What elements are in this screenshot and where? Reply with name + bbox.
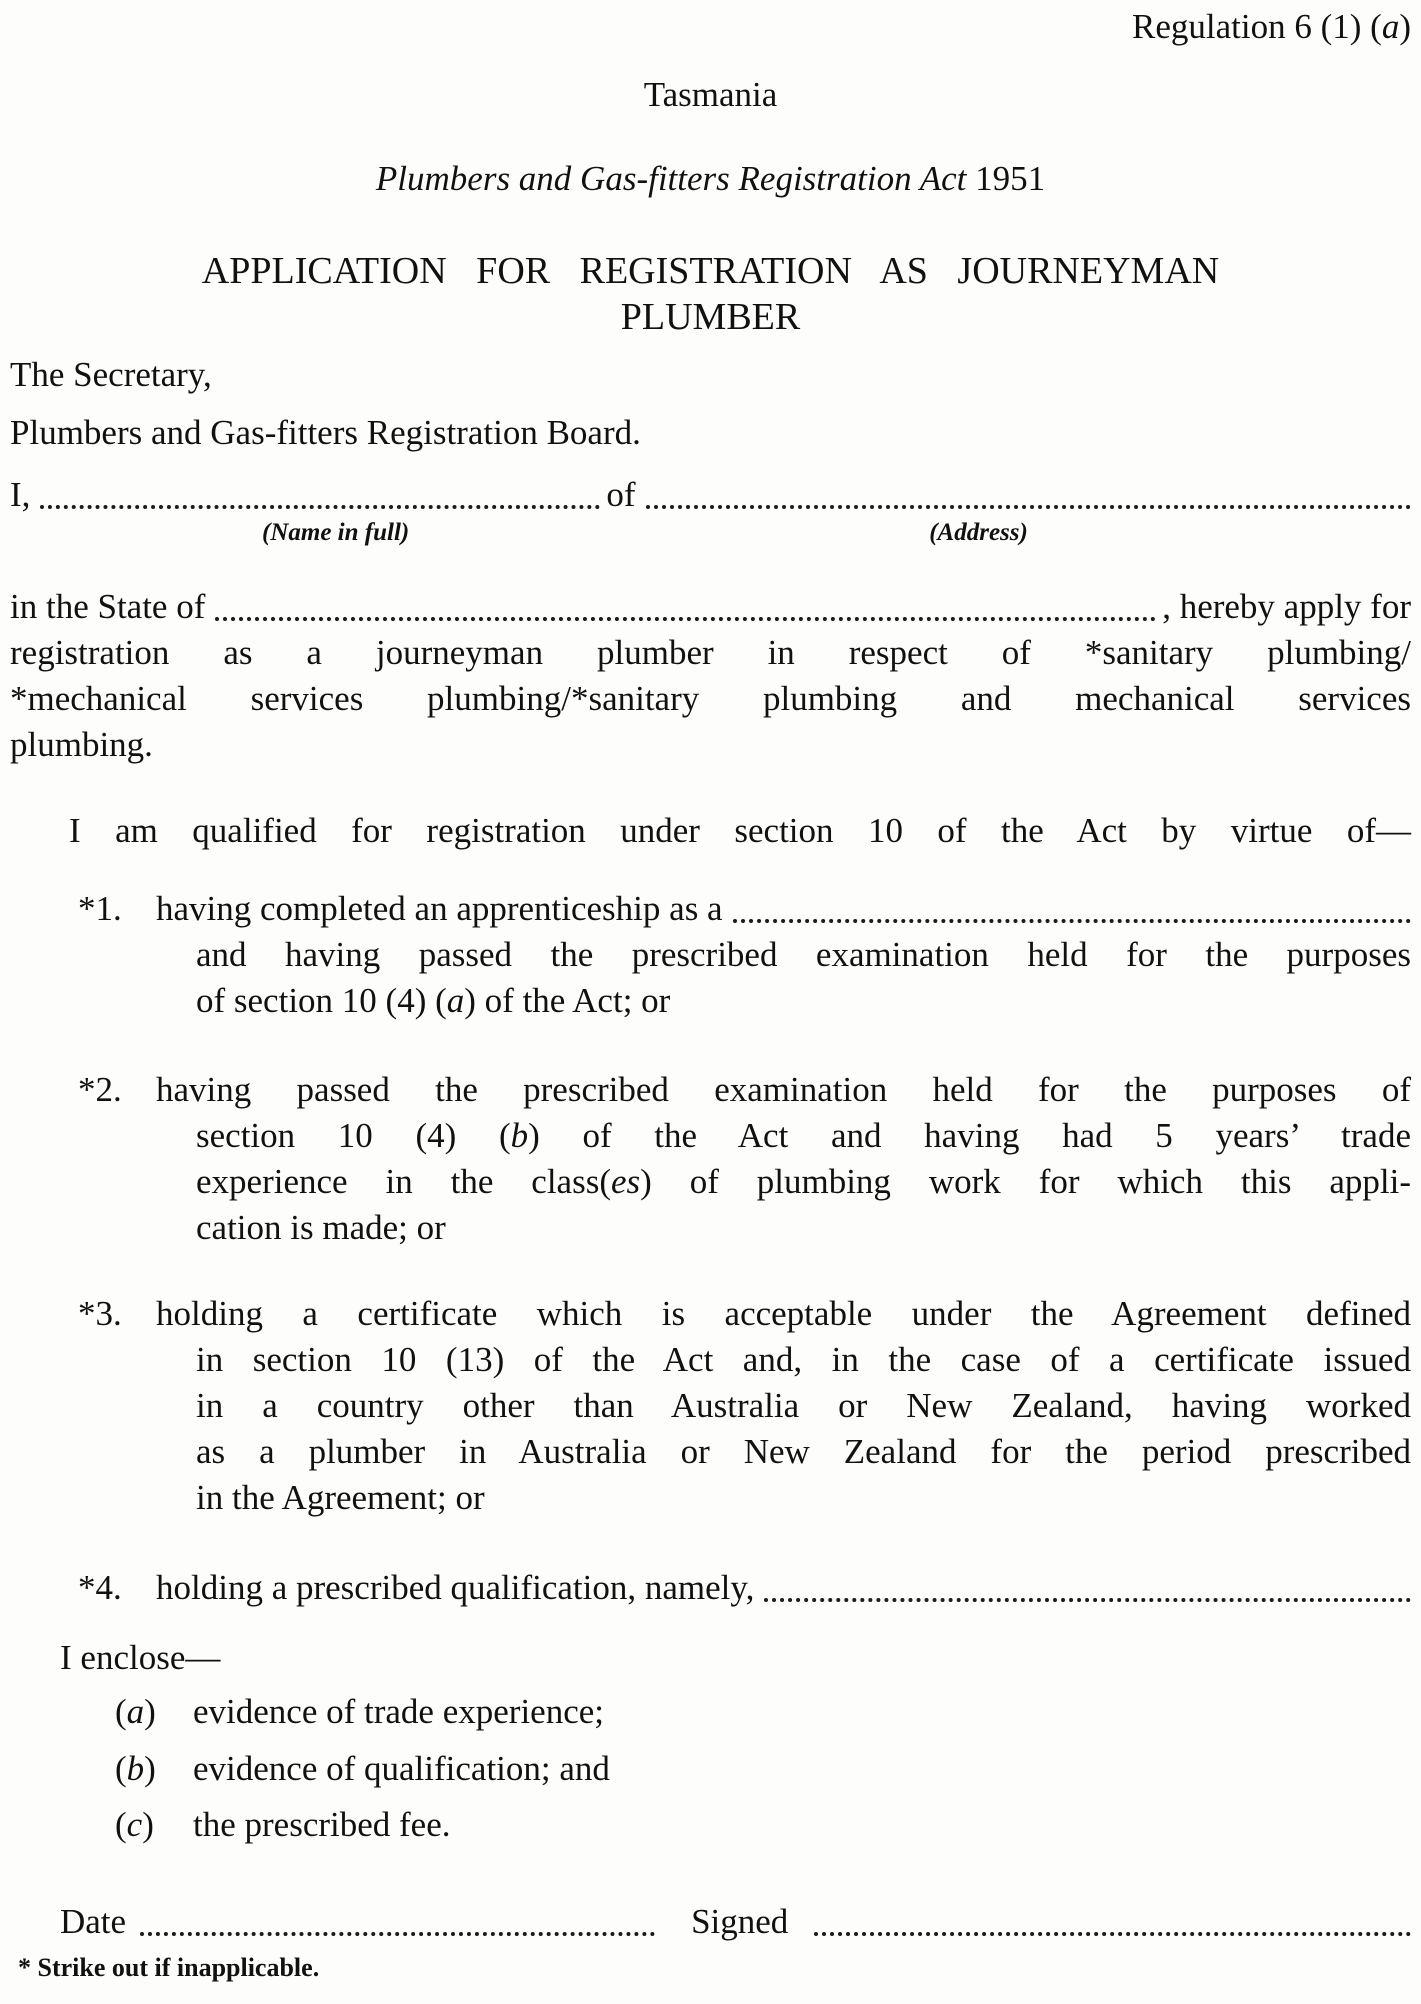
qualification-intro: I am qualified for registration under section 10 of the Act by virtue of— xyxy=(69,811,1411,850)
signature-row xyxy=(10,1899,1411,1945)
item-line: of section 10 (4) (a) of the Act; or xyxy=(196,981,671,1020)
i-label: I, xyxy=(10,475,31,514)
item-line: in the Agreement; or xyxy=(196,1478,485,1517)
state-line-prefix: in the State of xyxy=(10,587,206,626)
name-caption: (Name in full) xyxy=(262,519,410,546)
item-line xyxy=(156,886,1411,932)
signature-field-line[interactable] xyxy=(814,1932,1411,1936)
qualification-item-1 xyxy=(10,886,1411,1024)
enclosure-item-c xyxy=(10,1802,1411,1848)
enclosure-marker: (c) xyxy=(115,1805,154,1844)
field-captions xyxy=(10,518,1411,548)
item-marker: *4. xyxy=(78,1568,122,1607)
item-marker: *1. xyxy=(78,889,122,928)
enclosure-item-b xyxy=(10,1746,1411,1792)
item-line: in section 10 (13) of the Act and, in the case of a certificate issued xyxy=(196,1340,1411,1379)
form-title-line-2: PLUMBER xyxy=(620,296,801,338)
item-line: holding a certificate which is acceptable under the Agreement defined xyxy=(156,1294,1411,1333)
item-marker: *3. xyxy=(78,1294,122,1333)
addressee-secretary: The Secretary, xyxy=(10,355,212,394)
qualification-item-3 xyxy=(10,1291,1411,1521)
strike-out-footnote: * Strike out if inapplicable. xyxy=(18,1953,320,1982)
addressee-board: Plumbers and Gas-fitters Registration Board. xyxy=(10,413,641,452)
enclosure-text: the prescribed fee. xyxy=(193,1805,451,1844)
item-line: as a plumber in Australia or New Zealand for the period prescribed xyxy=(196,1432,1411,1471)
state-line xyxy=(10,584,1411,630)
item-line: cation is made; or xyxy=(196,1208,446,1247)
item-line-text: holding a prescribed qualification, namely, xyxy=(156,1568,755,1607)
qualification-item-4 xyxy=(10,1565,1411,1611)
date-field-line[interactable] xyxy=(140,1932,655,1936)
enclosure-item-a xyxy=(10,1689,1411,1735)
apprenticeship-field-line[interactable] xyxy=(733,919,1411,923)
jurisdiction-heading: Tasmania xyxy=(643,75,778,114)
enclosure-marker: (b) xyxy=(115,1749,156,1788)
signed-label: Signed xyxy=(691,1902,789,1941)
qualification-field-line[interactable] xyxy=(764,1598,1411,1602)
enclosure-text: evidence of trade experience; xyxy=(193,1692,604,1731)
of-label: of xyxy=(606,475,636,514)
enclosures-intro: I enclose— xyxy=(60,1638,221,1677)
item-marker: *2. xyxy=(78,1070,122,1109)
item-line xyxy=(156,1565,1411,1611)
act-title: Plumbers and Gas-fitters Registration Act 1951 xyxy=(375,159,1046,198)
item-line: and having passed the prescribed examination held for the purposes xyxy=(196,935,1411,974)
enclosure-marker: (a) xyxy=(115,1692,156,1731)
item-line: having passed the prescribed examination held for the purposes of xyxy=(156,1070,1411,1109)
form-title-line-1: APPLICATION FOR REGISTRATION AS JOURNEYMAN xyxy=(201,250,1220,292)
item-line: section 10 (4) (b) of the Act and having had 5 years’ trade xyxy=(196,1116,1412,1155)
state-line-suffix: , hereby apply for xyxy=(1162,587,1411,626)
address-caption: (Address) xyxy=(929,519,1028,546)
item-line: in a country other than Australia or New Zealand, having worked xyxy=(196,1386,1411,1425)
address-field-line[interactable] xyxy=(646,505,1411,509)
state-field-line[interactable] xyxy=(215,617,1156,621)
name-field-line[interactable] xyxy=(40,505,600,509)
declaration-body-line: registration as a journeyman plumber in respect of *sanitary plumbing/ xyxy=(10,633,1411,672)
item-line-text: having completed an apprenticeship as a xyxy=(156,889,723,928)
declaration-body-line: plumbing. xyxy=(10,725,153,764)
form-title xyxy=(10,248,1411,340)
regulation-reference: Regulation 6 (1) (a) xyxy=(1132,7,1411,46)
declaration-line xyxy=(10,472,1411,518)
enclosure-text: evidence of qualification; and xyxy=(193,1749,610,1788)
date-label: Date xyxy=(60,1902,127,1941)
declaration-body-line: *mechanical services plumbing/*sanitary plumbing and mechanical services xyxy=(10,679,1411,718)
item-line: experience in the class(es) of plumbing work for which this appli- xyxy=(196,1162,1411,1201)
qualification-item-2 xyxy=(10,1067,1411,1251)
